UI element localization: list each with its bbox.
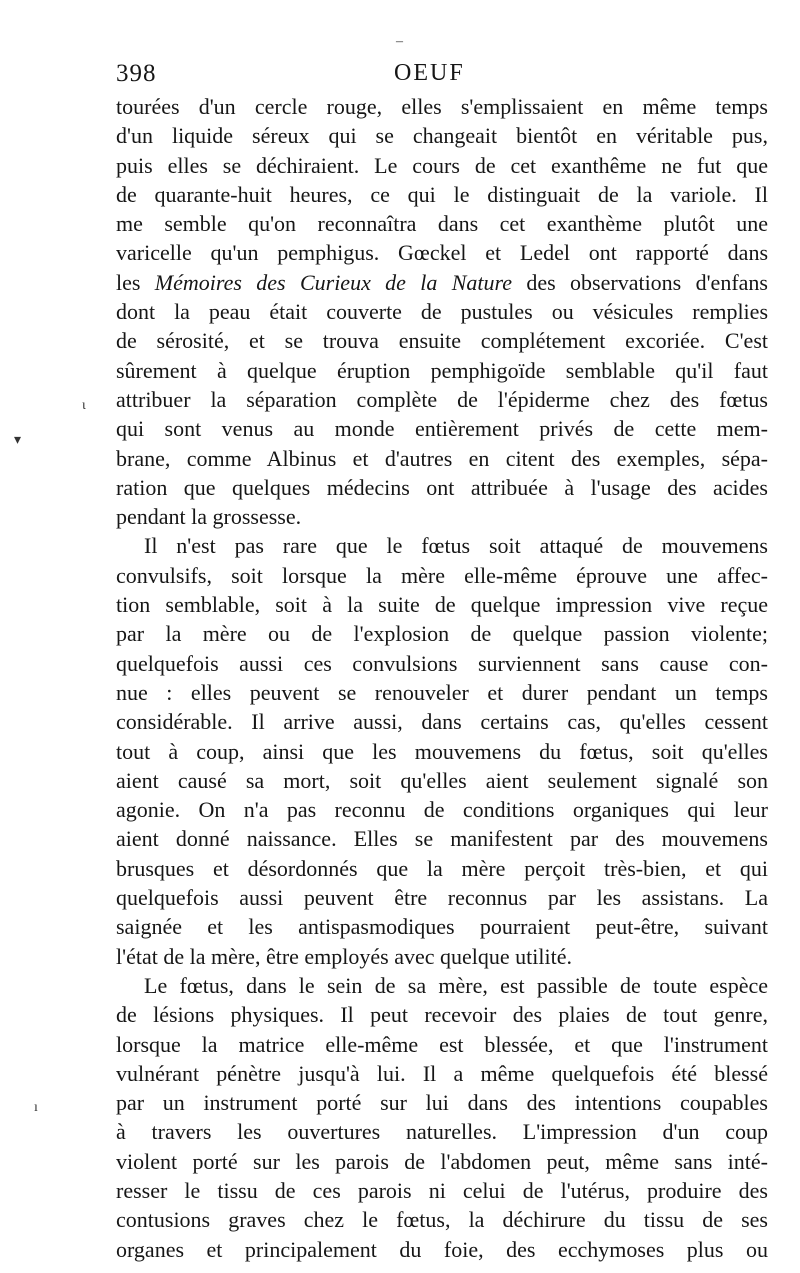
text-fragment: des observations d'enfans — [512, 269, 768, 295]
page-number: 398 — [116, 60, 157, 87]
dash-mark-icon: – — [396, 34, 403, 49]
text-line: qui sont venus au monde entièrement privés de cette mem- — [116, 416, 768, 442]
text-line: puis elles se déchiraient. Le cours de cet exanthême ne fut que — [116, 152, 768, 178]
text-line: par la mère ou de l'explosion de quelque passion violente; — [116, 621, 768, 647]
text-line: dont la peau était couverte de pustules ou vésicules remplies — [116, 299, 768, 325]
text-line: par un instrument porté sur lui dans des intentions coupables — [116, 1090, 768, 1116]
text-line: tion semblable, soit à la suite de quelque impression vive reçue — [116, 592, 768, 618]
text-line: contusions graves chez le fœtus, la déchirure du tissu de ses — [116, 1207, 768, 1233]
text-line: quelquefois aussi ces convulsions surviennent sans cause con- — [116, 650, 768, 676]
text-line: brusques et désordonnés que la mère perçoit très-bien, et qui — [116, 855, 768, 881]
body-text — [116, 92, 768, 1264]
text-line: lorsque la matrice elle-même est blessée, et que l'instrument — [116, 1031, 768, 1057]
text-line: de quarante-huit heures, ce qui le distinguait de la variole. Il — [116, 181, 768, 207]
text-line: l'état de la mère, être employés avec quelque utilité. — [116, 943, 572, 969]
text-line: violent porté sur les parois de l'abdomen peut, même sans inté- — [116, 1148, 768, 1174]
running-head: OEUF — [394, 60, 465, 86]
text-line: d'un liquide séreux qui se changeait bientôt en véritable pus, — [116, 123, 768, 149]
text-line: me semble qu'on reconnaîtra dans cet exanthème plutôt une — [116, 211, 768, 237]
text-line: considérable. Il arrive aussi, dans certains cas, qu'elles cessent — [116, 709, 768, 735]
text-line: sûrement à quelque éruption pemphigoïde semblable qu'il faut — [116, 357, 768, 383]
text-line: varicelle qu'un pemphigus. Gœckel et Ledel ont rapporté dans — [116, 240, 768, 266]
text-fragment: les — [116, 269, 155, 295]
text-line: tout à coup, ainsi que les mouvemens du fœtus, soit qu'elles — [116, 738, 768, 764]
text-line: convulsifs, soit lorsque la mère elle-même éprouve une affec- — [116, 562, 768, 588]
text-line: brane, comme Albinus et d'autres en citent des exemples, sépa- — [116, 445, 768, 471]
text-line: aient donné naissance. Elles se manifestent par des mouvemens — [116, 826, 768, 852]
text-line — [116, 268, 768, 297]
text-line: Le fœtus, dans le sein de sa mère, est passible de toute espèce — [144, 972, 768, 998]
text-line: de sérosité, et se trouva ensuite complétement excoriée. C'est — [116, 328, 768, 354]
text-line: aient causé sa mort, soit qu'elles aient seulement signalé son — [116, 767, 768, 793]
text-line: nue : elles peuvent se renouveler et durer pendant un temps — [116, 679, 768, 705]
text-line: pendant la grossesse. — [116, 504, 302, 530]
text-line: attribuer la séparation complète de l'épiderme chez des fœtus — [116, 386, 768, 412]
text-line: saignée et les antispasmodiques pourraient peut-être, suivant — [116, 914, 768, 940]
tick-mark-icon: ı — [34, 1100, 38, 1115]
text-line: tourées d'un cercle rouge, elles s'emplissaient en même temps — [116, 94, 768, 119]
text-line: ration que quelques médecins ont attribuée à l'usage des acides — [116, 474, 768, 500]
text-line: à travers les ouvertures naturelles. L'impression d'un coup — [116, 1119, 768, 1145]
text-line: resser le tissu de ces parois ni celui de l'utérus, produire des — [116, 1177, 768, 1203]
margin-mark-icon: ɩ — [82, 398, 86, 413]
text-line: organes et principalement du foie, des ecchymoses plus ou — [116, 1236, 768, 1262]
text-line: agonie. On n'a pas reconnu de conditions organiques qui leur — [116, 797, 768, 823]
italic-title: Mémoires des Curieux de la Nature — [154, 269, 513, 295]
text-line: quelquefois aussi peuvent être reconnus par les assistans. La — [116, 885, 768, 911]
text-line: Il n'est pas rare que le fœtus soit attaqué de mouvemens — [144, 533, 768, 559]
text-line: vulnérant pénètre jusqu'à lui. Il a même quelquefois été blessé — [116, 1060, 768, 1086]
text-line: de lésions physiques. Il peut recevoir des plaies de tout genre, — [116, 1002, 768, 1028]
bullet-mark-icon: ▾ — [14, 433, 22, 448]
